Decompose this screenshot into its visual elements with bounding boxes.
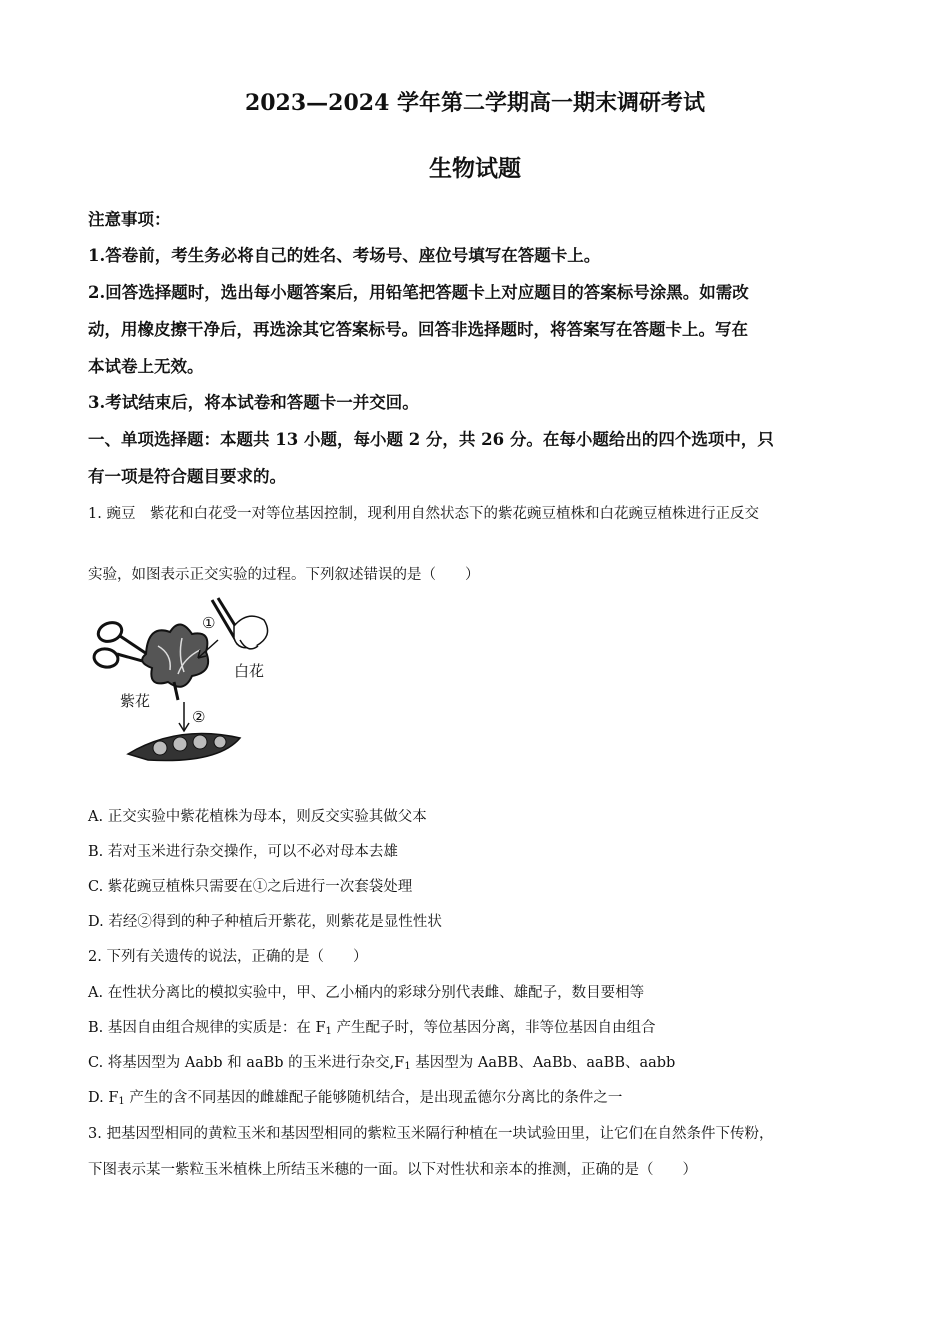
q2-option-d: D. $F_1$ 产生的含不同基因的雌雄配子能够随机结合，是出现孟德尔分离比的条件之一 xyxy=(88,1090,623,1107)
q3-stem-line-2: 下图表示某一紫粒玉米植株上所结玉米穗的一面。以下对性状和亲本的推测，正确的是（ ） xyxy=(88,1162,697,1178)
section-heading-line-2: 有一项是符合题目要求的。 xyxy=(88,467,286,486)
note-item-2-line-1: 2.回答选择题时，选出每小题答案后，用铅笔把答题卡上对应题目的答案标号涂黑。如需改 xyxy=(88,283,749,302)
purple-flower-icon xyxy=(142,624,208,700)
pea-cross-figure xyxy=(88,596,265,768)
note-item-2-line-3: 本试卷上无效。 xyxy=(88,357,204,376)
white-flower-icon xyxy=(234,616,268,649)
q3-stem-line-1: 3. 把基因型相同的黄粒玉米和基因型相同的紫粒玉米隔行种植在一块试验田里，让它们在自然条件下传粉， xyxy=(88,1126,774,1142)
q1-option-d: D. 若经②得到的种子种植后开紫花，则紫花是显性性状 xyxy=(88,914,442,930)
purple-flower-label: 紫花 xyxy=(120,692,151,710)
q2-option-a: A. 在性状分离比的模拟实验中，甲、乙小桶内的彩球分别代表雌、雄配子，数目要相等 xyxy=(88,985,645,1001)
q2-option-b: B. 基因自由组合规律的实质是：在 $F_1$ 产生配子时，等位基因分离，非等位基因自由组合 xyxy=(88,1020,656,1037)
subject-title: 生物试题 xyxy=(429,155,521,182)
step-1-label: ① xyxy=(202,614,216,632)
q1-option-b: B. 若对玉米进行杂交操作，可以不必对母本去雄 xyxy=(88,844,398,860)
q1-option-c: C. 紫花豌豆植株只需要在①之后进行一次套袋处理 xyxy=(88,879,413,895)
exam-title: 2023—2024 学年第二学期高一期末调研考试 xyxy=(244,90,706,116)
q2-option-c: C. 将基因型为 Aabb 和 aaBb 的玉米进行杂交$,F_1$ 基因型为 AaBB、AaBb、aaBB、aabb xyxy=(88,1055,676,1072)
note-item-2-line-2: 动，用橡皮擦干净后，再选涂其它答案标号。回答非选择题时，将答案写在答题卡上。写在 xyxy=(88,320,748,339)
q2-stem: 2. 下列有关遗传的说法，正确的是（ ） xyxy=(88,949,368,965)
white-flower-label: 白花 xyxy=(234,662,265,680)
q1-stem-line-2: 实验，如图表示正交实验的过程。下列叙述错误的是（ ） xyxy=(88,567,480,583)
q1-stem-line-1: 1. 豌豆 紫花和白花受一对等位基因控制，现利用自然状态下的紫花豌豆植株和白花豌豆植株进行正反交 xyxy=(88,506,759,522)
step-2-label: ② xyxy=(192,708,206,726)
note-item-3: 3.考试结束后，将本试卷和答题卡一并交回。 xyxy=(88,393,419,412)
section-heading-line-1: 一、单项选择题：本题共 13 小题，每小题 2 分，共 26 分。在每小题给出的四个选项中，只 xyxy=(88,430,774,449)
q1-option-a: A. 正交实验中紫花植株为母本，则反交实验其做父本 xyxy=(88,809,427,825)
pea-pod-icon xyxy=(128,734,240,761)
notes-heading: 注意事项： xyxy=(88,210,171,229)
note-item-1: 1.答卷前，考生务必将自己的姓名、考场号、座位号填写在答题卡上。 xyxy=(88,246,601,265)
